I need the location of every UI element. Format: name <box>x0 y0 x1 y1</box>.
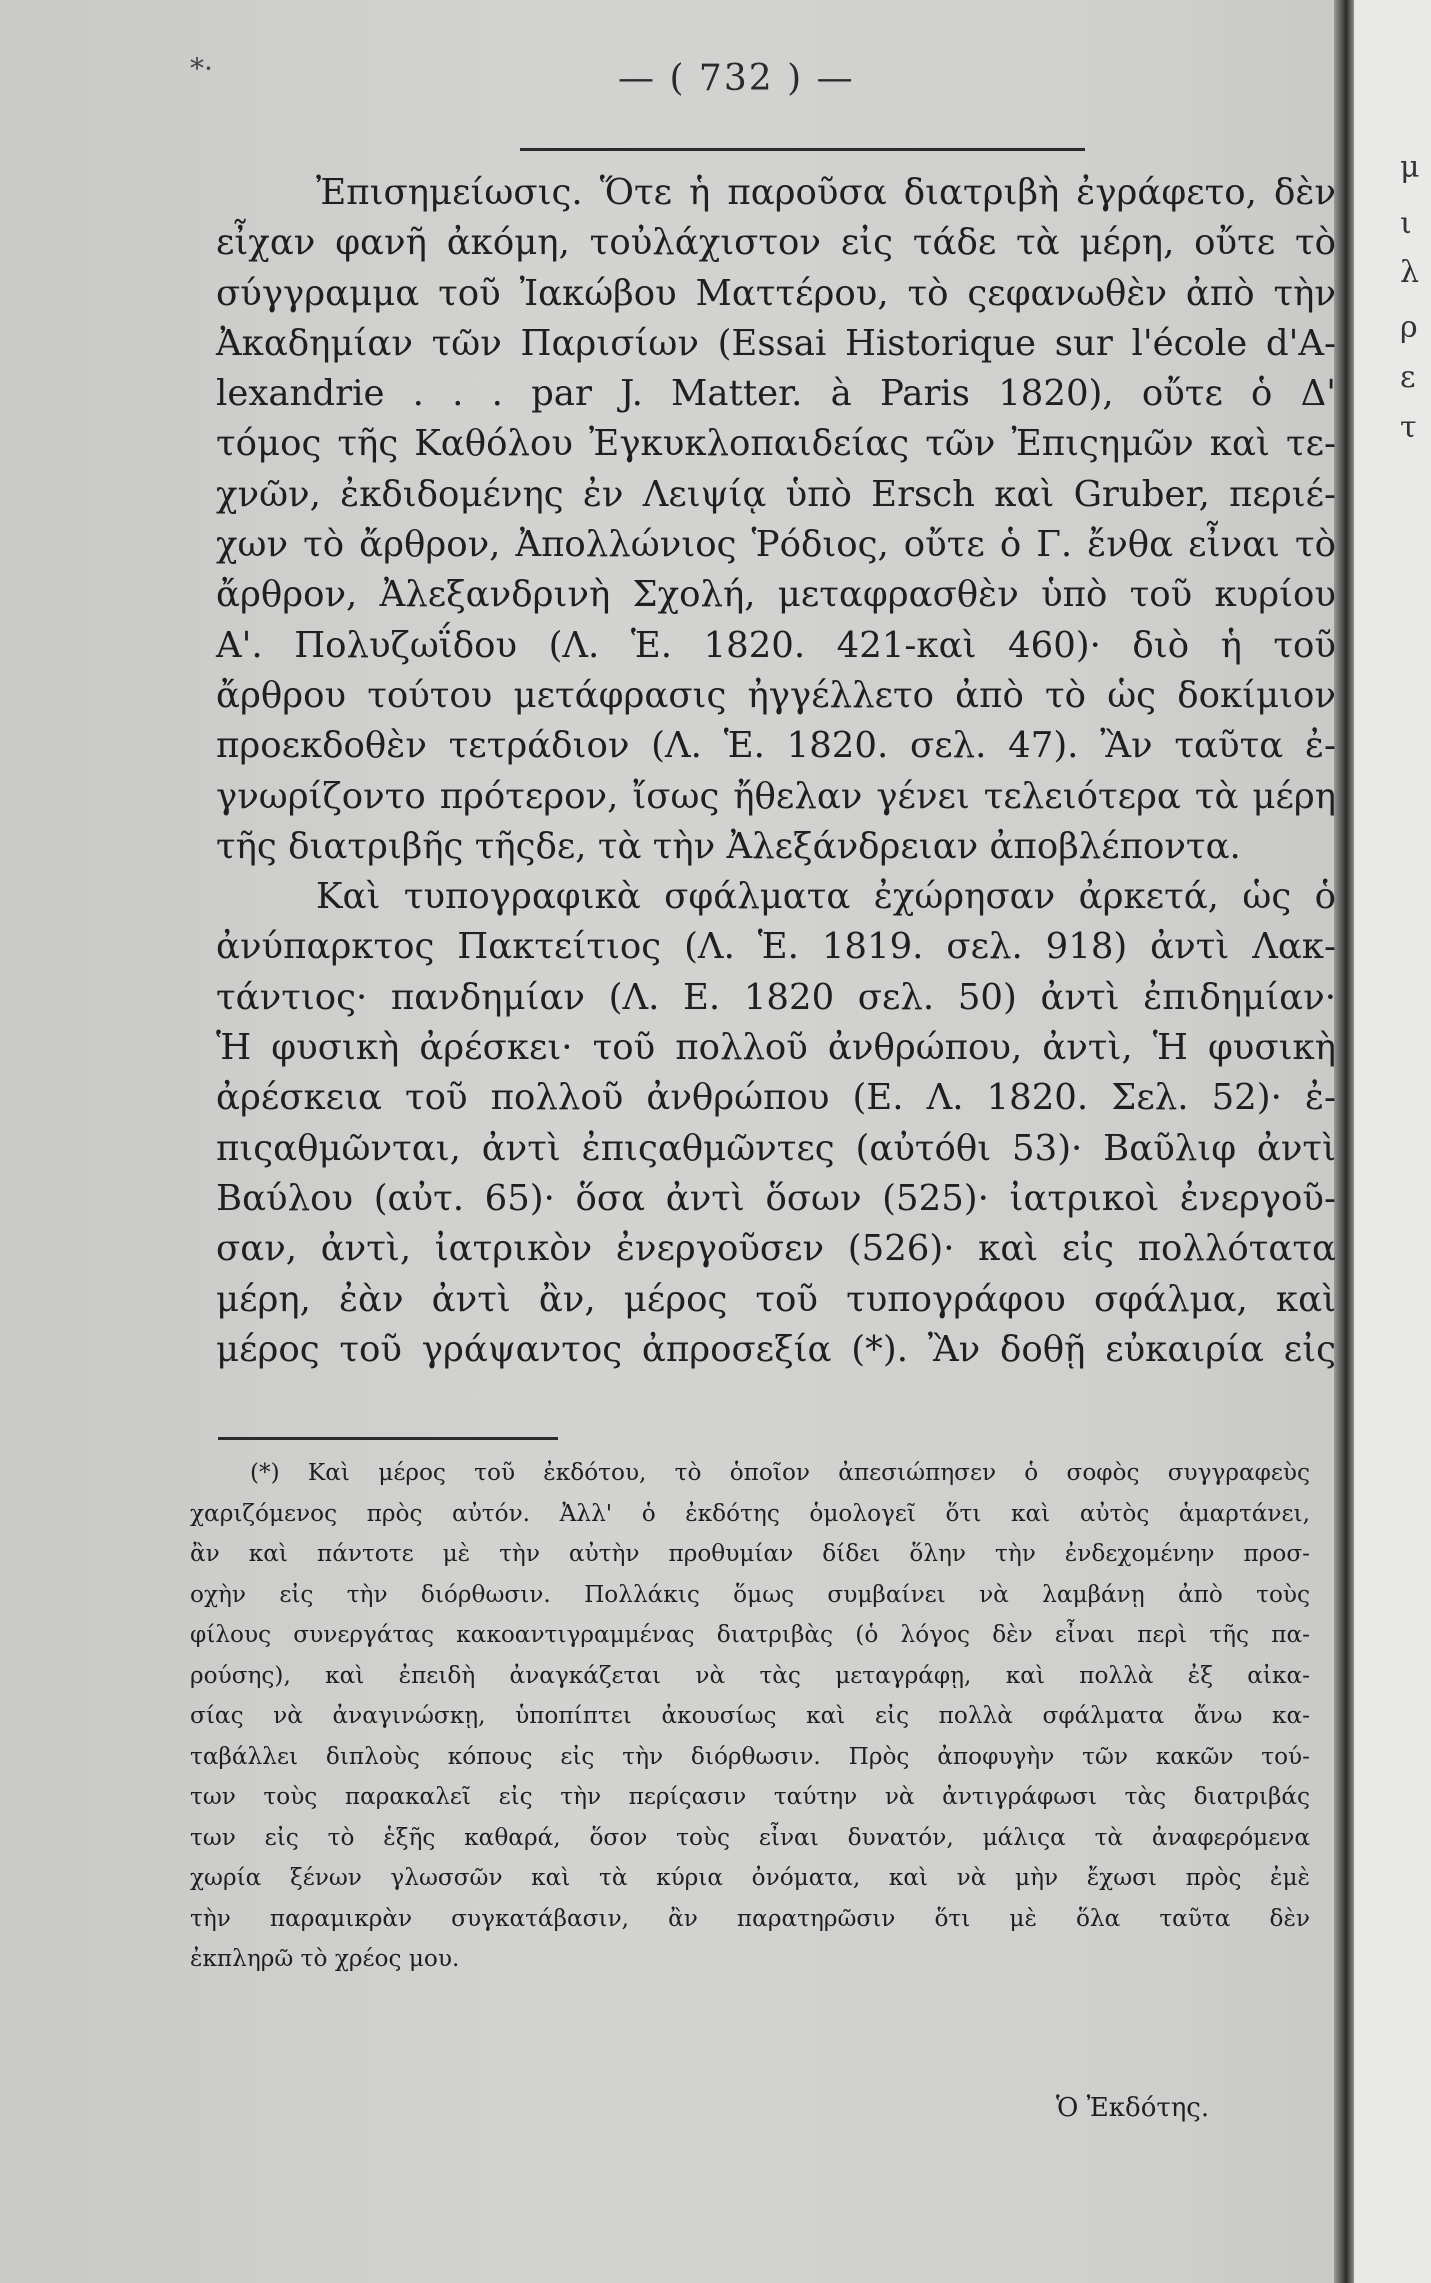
text-line: ἄρθρου τούτου μετάφρασις ἠγγέλλετο ἀπὸ τὸ ὡς δοκίμιον <box>216 674 1336 716</box>
footnote-line: των εἰς τὸ ἑξῆς καθαρά, ὅσον τοὺς εἶναι δυνατόν, μάλιςα τὰ ἀναφερόμενα <box>190 1823 1310 1851</box>
footnote-line: φίλους συνεργάτας κακοαντιγραμμένας διατριβὰς (ὁ λόγος δὲν εἶναι περὶ τῆς πα- <box>190 1621 1310 1648</box>
footnote-line: τὴν παραμικρὰν συγκατάβασιν, ἂν παρατηρῶσιν ὅτι μὲ ὅλα ταῦτα δὲν <box>190 1904 1310 1932</box>
text-line: lexandrie . . . par J. Matter. à Paris 1820), οὔτε ὁ Δ' <box>216 373 1336 415</box>
editor-signature: Ὁ Ἐκδότης. <box>1056 2093 1210 2123</box>
footnote-line: χαριζόμενος πρὸς αὐτόν. Ἀλλ' ὁ ἐκδότης ὁμολογεῖ ὅτι καὶ αὐτὸς ἁμαρτάνει, <box>190 1499 1310 1527</box>
text-line: Α'. Πολυζωΐδου (Λ. Ἑ. 1820. 421-καὶ 460)· διὸ ἡ τοῦ <box>216 624 1336 666</box>
facing-page-char: τ <box>1400 410 1417 445</box>
text-line: Ἐπισημείωσις. Ὅτε ἡ παροῦσα διατριβὴ ἐγράφετο, δὲν <box>316 172 1336 213</box>
text-line: τάντιος· πανδημίαν (Λ. Ε. 1820 σελ. 50) ἀντὶ ἐπιδημίαν· <box>216 976 1336 1018</box>
text-line: Καὶ τυπογραφικὰ σφάλματα ἐχώρησαν ἀρκετά, ὡς ὁ <box>316 876 1336 918</box>
footnote-line: σίας νὰ ἀναγινώσκῃ, ὑποπίπτει ἀκουσίως καὶ εἰς πολλὰ σφάλματα ἄνω κα- <box>190 1702 1310 1729</box>
text-line: τῆς διατριβῆς τῆςδε, τὰ τὴν Ἀλεξάνδρειαν ἀποβλέποντα. <box>216 825 1241 867</box>
text-line: ἄρθρον, Ἀλεξανδρινὴ Σχολή, μεταφρασθὲν ὑπὸ τοῦ κυρίου <box>216 574 1336 616</box>
header-rule <box>520 148 1085 151</box>
text-line: ἀρέσκεια τοῦ πολλοῦ ἀνθρώπου (Ε. Λ. 1820. Σελ. 52)· ἐ- <box>216 1077 1336 1119</box>
text-line: μέρη, ἐὰν ἀντὶ ἂν, μέρος τοῦ τυπογράφου σφάλμα, καὶ <box>216 1278 1336 1320</box>
corner-marks: *· <box>190 52 213 85</box>
text-line: χων τὸ ἄρθρον, Ἀπολλώνιος Ῥόδιος, οὔτε ὁ Γ. ἔνθα εἶναι τὸ <box>216 524 1336 566</box>
text-line: μέρος τοῦ γράψαντος ἀπροσεξία (*). Ἂν δοθῇ εὐκαιρία εἰς <box>216 1328 1336 1370</box>
text-line: σαν, ἀντὶ, ἰατρικὸν ἐνεργοῦσεν (526)· καὶ εἰς πολλότατα <box>216 1228 1336 1270</box>
main-text <box>216 168 1336 1375</box>
text-line: τόμος τῆς Καθόλου Ἐγκυκλοπαιδείας τῶν Ἐπιςημῶν καὶ τε- <box>216 423 1336 465</box>
text-line: γνωρίζοντο πρότερον, ἴσως ἤθελαν γένει τελειότερα τὰ μέρη <box>216 775 1336 817</box>
facing-page-edge <box>1354 0 1431 2283</box>
footnote <box>190 1453 1310 1980</box>
text-line: σύγγραμμα τοῦ Ἰακώβου Ματτέρου, τὸ ςεφανωθὲν ἀπὸ τὴν <box>216 272 1336 314</box>
text-line: προεκδοθὲν τετράδιον (Λ. Ἑ. 1820. σελ. 47). Ἂν ταῦτα ἐ- <box>216 725 1336 767</box>
book-gutter <box>1334 0 1354 2283</box>
text-line: ἀνύπαρκτος Πακτείτιος (Λ. Ἑ. 1819. σελ. 918) ἀντὶ Λακ- <box>216 926 1336 968</box>
text-line: Ἀκαδημίαν τῶν Παρισίων (Essai Historique sur l'école d'A- <box>216 322 1336 364</box>
footnote-line: ταβάλλει διπλοὺς κόπους εἰς τὴν διόρθωσιν. Πρὸς ἀποφυγὴν τῶν κακῶν τού- <box>190 1742 1310 1770</box>
footnote-line: ἐκπληρῶ τὸ χρέος μου. <box>190 1945 460 1972</box>
footnote-line: ἂν καὶ πάντοτε μὲ τὴν αὐτὴν προθυμίαν δίδει ὅλην τὴν ἐνδεχομένην προσ- <box>190 1540 1310 1567</box>
text-line: Βαύλου (αὐτ. 65)· ὅσα ἀντὶ ὅσων (525)· ἰατρικοὶ ἐνεργοῦ- <box>216 1177 1336 1219</box>
facing-page-char: ι <box>1400 206 1412 241</box>
facing-page-char: ρ <box>1400 310 1418 345</box>
facing-page-char: λ <box>1400 255 1420 290</box>
footnote-line: (*) Καὶ μέρος τοῦ ἐκδότου, τὸ ὁποῖον ἀπεσιώπησεν ὁ σοφὸς συγγραφεὺς <box>250 1459 1310 1486</box>
footnote-line: οχὴν εἰς τὴν διόρθωσιν. Πολλάκις ὅμως συμβαίνει νὰ λαμβάνῃ ἀπὸ τοὺς <box>190 1580 1310 1608</box>
footnote-rule <box>218 1437 558 1440</box>
footnote-line: χωρία ξένων γλωσσῶν καὶ τὰ κύρια ὀνόματα, καὶ νὰ μὴν ἔχωσι πρὸς ἐμὲ <box>190 1864 1310 1891</box>
footnote-line: των τοὺς παρακαλεῖ εἰς τὴν περίςασιν ταύτην νὰ ἀντιγράφωσι τὰς διατριβάς <box>190 1783 1310 1810</box>
facing-page-char: μ <box>1400 150 1420 185</box>
page-number-header: — ( 732 ) — <box>618 58 855 99</box>
text-line: πιςαθμῶνται, ἀντὶ ἐπιςαθμῶντες (αὐτόθι 53)· Βαῦλιφ ἀντὶ <box>216 1127 1336 1169</box>
text-line: Ἡ φυσικὴ ἀρέσκει· τοῦ πολλοῦ ἀνθρώπου, ἀντὶ, Ἡ φυσικὴ <box>216 1027 1336 1069</box>
text-line: εἶχαν φανῆ ἀκόμη, τοὐλάχιστον εἰς τάδε τὰ μέρη, οὔτε τὸ <box>216 222 1336 264</box>
footnote-line: ρούσης), καὶ ἐπειδὴ ἀναγκάζεται νὰ τὰς μεταγράφῃ, καὶ πολλὰ ἐξ αἰκα- <box>190 1661 1310 1689</box>
facing-page-char: ε <box>1400 360 1416 395</box>
text-line: χνῶν, ἐκδιδομένης ἐν Λειψίᾳ ὑπὸ Ersch καὶ Gruber, περιέ- <box>216 473 1336 515</box>
